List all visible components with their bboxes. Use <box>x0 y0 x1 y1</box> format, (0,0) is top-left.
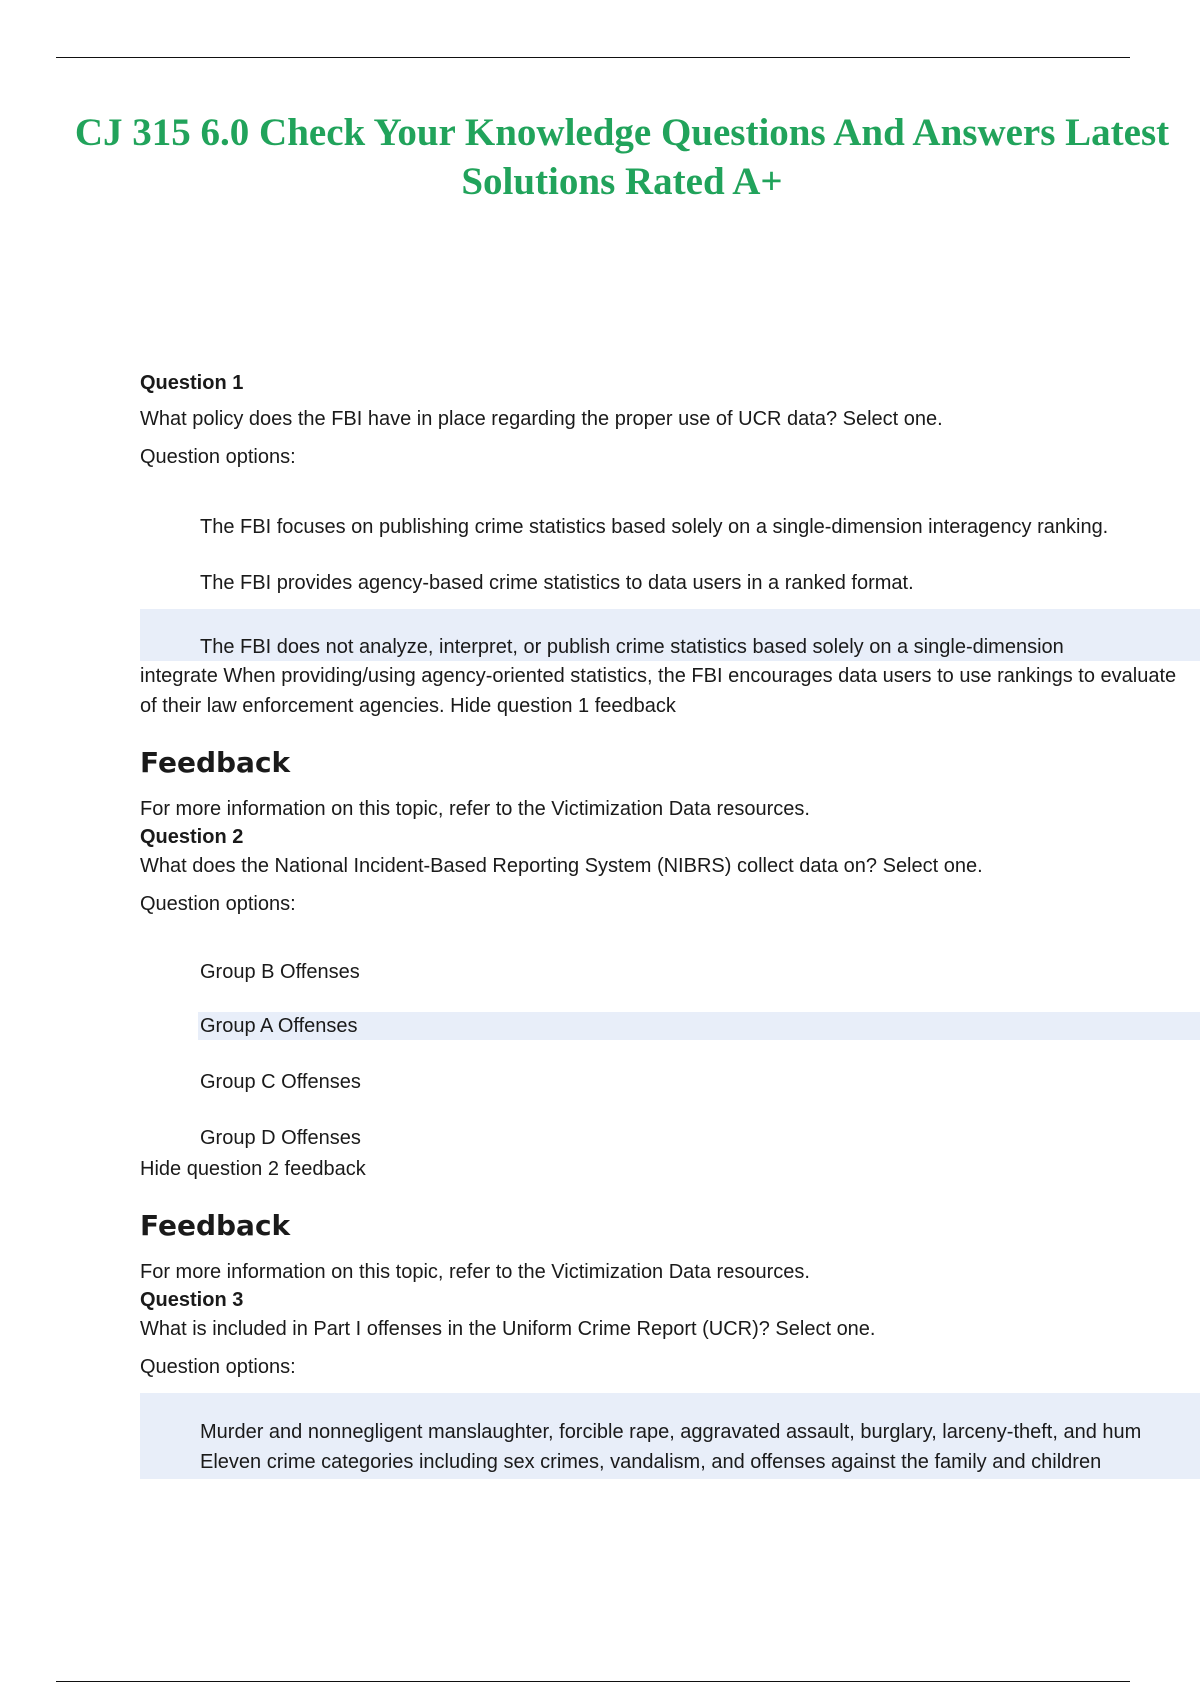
question-1-option-1[interactable]: The FBI focuses on publishing crime statistics based solely on a single-dimension interagency ranking. <box>200 516 1109 538</box>
question-1-continuation: integrate When providing/using agency-oriented statistics, the FBI encourages data users to use rankings to evaluate of their law enforcement agencies. Hide question 1 feedback <box>140 665 1177 717</box>
question-2-option-2[interactable]: Group A Offenses <box>200 1015 358 1037</box>
bottom-rule <box>56 1681 1130 1682</box>
question-1-heading: Question 1 <box>140 372 244 394</box>
question-3-option-1-highlight <box>140 1393 1200 1479</box>
question-2-hide-feedback[interactable]: Hide question 2 feedback <box>140 1158 366 1180</box>
document-title: CJ 315 6.0 Check Your Knowledge Questions And Answers Latest Solutions Rated A+ <box>74 111 1170 203</box>
question-2-option-4[interactable]: Group D Offenses <box>200 1127 361 1149</box>
question-3-options-label: Question options: <box>140 1356 296 1378</box>
question-1-feedback-text: For more information on this topic, refer to the Victimization Data resources. <box>140 798 810 820</box>
question-2-options-label: Question options: <box>140 893 296 915</box>
question-2-feedback-heading: Feedback <box>140 1209 291 1242</box>
question-2-heading: Question 2 <box>140 826 244 848</box>
question-2-option-1[interactable]: Group B Offenses <box>200 961 360 983</box>
question-1-option-2[interactable]: The FBI provides agency-based crime statistics to data users in a ranked format. <box>200 572 914 594</box>
question-1-text: What policy does the FBI have in place regarding the proper use of UCR data? Select one. <box>140 408 943 430</box>
question-3-text: What is included in Part I offenses in the Uniform Crime Report (UCR)? Select one. <box>140 1318 876 1340</box>
top-rule <box>56 57 1130 58</box>
question-2-option-3[interactable]: Group C Offenses <box>200 1071 361 1093</box>
question-2-option-2-highlight <box>198 1012 1200 1040</box>
question-1-option-3[interactable]: The FBI does not analyze, interpret, or publish crime statistics based solely on a single-dimension <box>200 636 1064 658</box>
question-1-options-label: Question options: <box>140 446 296 468</box>
question-2-feedback-text: For more information on this topic, refer to the Victimization Data resources. <box>140 1261 810 1283</box>
question-3 <box>140 1289 1185 1479</box>
question-2-text: What does the National Incident-Based Reporting System (NIBRS) collect data on? Select one. <box>140 855 983 877</box>
question-1 <box>140 372 1185 823</box>
question-1-feedback-heading: Feedback <box>140 746 291 779</box>
question-3-option-1[interactable]: Murder and nonnegligent manslaughter, forcible rape, aggravated assault, burglary, larceny-theft, and hum Eleven crime categories including sex crimes, vandalism, and offenses against the family and children <box>200 1421 1142 1473</box>
question-2 <box>140 826 1185 1286</box>
question-3-heading: Question 3 <box>140 1289 244 1311</box>
document-body <box>140 372 1185 1479</box>
question-1-option-3-highlight <box>140 609 1200 661</box>
